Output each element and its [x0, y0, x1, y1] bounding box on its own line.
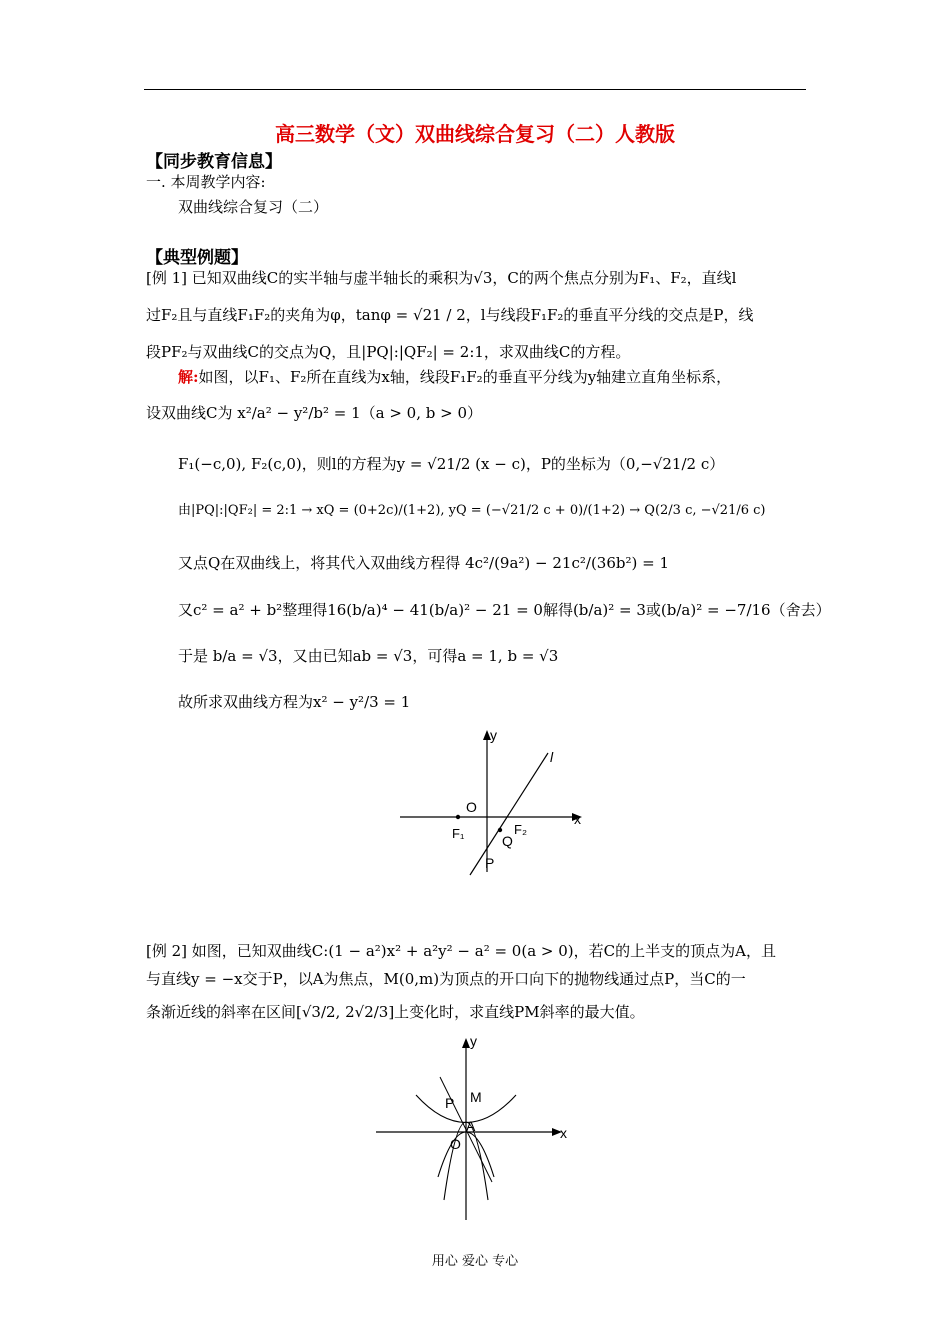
fig1-label-q: Q — [502, 833, 513, 849]
fig1-label-f2: F₂ — [514, 822, 527, 837]
fig1-label-l: l — [550, 749, 554, 765]
ex1-solution-line1 — [178, 367, 731, 387]
content-topic: 双曲线综合复习（二） — [178, 198, 329, 216]
ex2-line1: [例 2] 如图，已知双曲线C:(1 − a²)x² + a²y² − a² = 0(a > 0)，若C的上半支的顶点为A，且 — [146, 942, 776, 960]
fig1-f1-point — [456, 815, 460, 819]
fig2-label-o: O — [450, 1136, 461, 1152]
content-label: 一. 本周教学内容: — [146, 173, 266, 191]
ex2-line3: 条渐近线的斜率在区间[√3/2, 2√2/3]上变化时，求直线PM斜率的最大值。 — [146, 1003, 645, 1021]
fig1-label-x: x — [574, 811, 581, 827]
ex1-line1: [例 1] 已知双曲线C的实半轴与虚半轴长的乘积为√3，C的两个焦点分别为F₁、F₂，直线l — [146, 269, 737, 287]
ex1-solution-line5: 又点Q在双曲线上，将其代入双曲线方程得 4c²/(9a²) − 21c²/(36b²) = 1 — [178, 554, 669, 572]
ex1-solution-line2: 设双曲线C为 x²/a² − y²/b² = 1（a > 0, b > 0） — [146, 404, 483, 422]
fig1-label-o: O — [466, 799, 477, 815]
fig1-line-l — [470, 753, 548, 875]
fig1-q-point — [498, 828, 502, 832]
fig2-label-m: M — [470, 1089, 482, 1105]
fig2-y-arrow-icon — [462, 1038, 470, 1048]
fig2-label-y: y — [470, 1033, 477, 1049]
footer-text: 用心 爱心 专心 — [431, 1254, 519, 1269]
ex1-solution-line6: 又c² = a² + b²整理得16(b/a)⁴ − 41(b/a)² − 21 = 0解得(b/a)² = 3或(b/a)² = −7/16（舍去） — [178, 601, 831, 619]
ex1-line3: 段PF₂与双曲线C的交点为Q，且|PQ|:|QF₂| = 2:1，求双曲线C的方程。 — [146, 343, 631, 361]
figure-2 — [370, 1032, 580, 1224]
solution-text: 如图，以F₁、F₂所在直线为x轴，线段F₁F₂的垂直平分线为y轴建立直角坐标系， — [198, 368, 732, 386]
section-sync: 【同步教育信息】 — [146, 152, 282, 172]
solution-label: 解: — [178, 368, 199, 386]
fig1-label-f1: F₁ — [452, 826, 465, 841]
fig2-label-p: P — [445, 1095, 455, 1111]
ex1-line2: 过F₂且与直线F₁F₂的夹角为φ，tanφ = √21 / 2，l与线段F₁F₂的垂直平分线的交点是P，线 — [146, 306, 754, 324]
ex1-solution-line8: 故所求双曲线方程为x² − y²/3 = 1 — [178, 693, 411, 711]
fig2-label-x: x — [560, 1125, 567, 1141]
header-rule — [144, 89, 806, 90]
ex1-solution-line4: 由|PQ|:|QF₂| = 2:1 → xQ = (0+2c)/(1+2), yQ = (−√21/2 c + 0)/(1+2) → Q(2/3 c, −√21/6 c) — [178, 503, 766, 518]
ex1-solution-line7: 于是 b/a = √3，又由已知ab = √3，可得a = 1, b = √3 — [178, 647, 559, 665]
ex2-line2: 与直线y = −x交于P，以A为焦点，M(0,m)为顶点的开口向下的抛物线通过点P，当C的一 — [146, 970, 746, 988]
fig1-label-y: y — [490, 727, 497, 743]
fig2-label-a: A — [466, 1118, 476, 1134]
ex1-solution-line3: F₁(−c,0), F₂(c,0)，则l的方程为y = √21/2 (x − c)，P的坐标为（0,−√21/2 c） — [178, 455, 725, 473]
figure-1 — [390, 720, 600, 880]
fig1-label-p: P — [485, 855, 495, 871]
page-title: 高三数学（文）双曲线综合复习（二）人教版 — [275, 122, 675, 146]
section-examples: 【典型例题】 — [146, 248, 248, 268]
